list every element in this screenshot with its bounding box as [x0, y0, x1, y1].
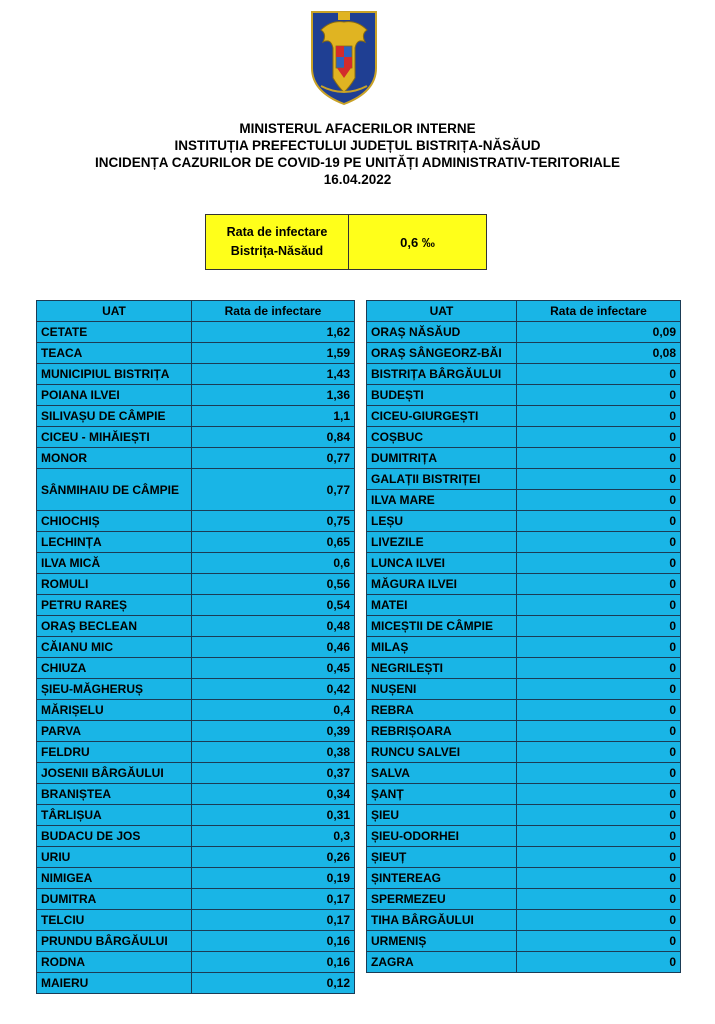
table-row: [37, 658, 355, 679]
table-row: [367, 637, 681, 658]
table-row: [367, 364, 681, 385]
document-header: [0, 120, 715, 188]
table-row: [367, 784, 681, 805]
table-row: [367, 616, 681, 637]
uat-name-cell: ROMULI: [37, 574, 192, 595]
infection-rate-cell: 0,08: [517, 343, 681, 364]
infection-rate-cell: 0: [517, 532, 681, 553]
uat-name-cell: ȘINTEREAG: [367, 868, 517, 889]
table-header-row: [37, 301, 355, 322]
uat-name-cell: ILVA MICĂ: [37, 553, 192, 574]
table-row: [37, 427, 355, 448]
table-row: [37, 343, 355, 364]
infection-rate-cell: 0: [517, 931, 681, 952]
table-row: [367, 574, 681, 595]
uat-name-cell: ZAGRA: [367, 952, 517, 973]
uat-name-cell: MAIERU: [37, 973, 192, 994]
table-row: [37, 763, 355, 784]
infection-rate-cell: 0: [517, 406, 681, 427]
infection-rate-cell: 0: [517, 469, 681, 490]
infection-rate-cell: 0: [517, 952, 681, 973]
infection-rate-cell: 1,43: [192, 364, 355, 385]
uat-name-cell: MONOR: [37, 448, 192, 469]
table-row: [37, 868, 355, 889]
uat-name-cell: MUNICIPIUL BISTRIȚA: [37, 364, 192, 385]
infection-rate-cell: 0,77: [192, 469, 355, 511]
county-rate-value: 0,6 ‰: [400, 234, 435, 250]
uat-name-cell: URIU: [37, 847, 192, 868]
uat-name-cell: CHIUZA: [37, 658, 192, 679]
table-row: [37, 721, 355, 742]
infection-rate-cell: 0: [517, 511, 681, 532]
infection-rate-cell: 0: [517, 700, 681, 721]
table-row: [37, 973, 355, 994]
table-row: [367, 721, 681, 742]
uat-name-cell: RUNCU SALVEI: [367, 742, 517, 763]
infection-rate-cell: 0: [517, 889, 681, 910]
uat-name-cell: COȘBUC: [367, 427, 517, 448]
table-row: [367, 931, 681, 952]
infection-rate-cell: 0,19: [192, 868, 355, 889]
table-row: [37, 847, 355, 868]
infection-rate-cell: 0: [517, 826, 681, 847]
table-row: [37, 784, 355, 805]
report-date: 16.04.2022: [323, 172, 392, 187]
uat-name-cell: SPERMEZEU: [367, 889, 517, 910]
table-row: [367, 595, 681, 616]
infection-rate-cell: 0: [517, 721, 681, 742]
table-row: [367, 511, 681, 532]
table-row: [367, 490, 681, 511]
table-row: [367, 847, 681, 868]
table-row: [37, 385, 355, 406]
table-row: [37, 574, 355, 595]
uat-name-cell: SILIVAȘU DE CÂMPIE: [37, 406, 192, 427]
infection-rate-cell: 0: [517, 742, 681, 763]
infection-rate-cell: 0: [517, 868, 681, 889]
table-row: [37, 448, 355, 469]
uat-name-cell: MILAȘ: [367, 637, 517, 658]
infection-rate-cell: 1,36: [192, 385, 355, 406]
infection-rate-cell: 0,09: [517, 322, 681, 343]
infection-rate-cell: 0,39: [192, 721, 355, 742]
uat-name-cell: MATEI: [367, 595, 517, 616]
infection-rate-cell: 0: [517, 364, 681, 385]
uat-name-cell: ȘIEUȚ: [367, 847, 517, 868]
uat-name-cell: CICEU-GIURGEȘTI: [367, 406, 517, 427]
table-row: [37, 826, 355, 847]
uat-name-cell: FELDRU: [37, 742, 192, 763]
uat-name-cell: ȘIEU-ODORHEI: [367, 826, 517, 847]
uat-name-cell: POIANA ILVEI: [37, 385, 192, 406]
infection-rate-cell: 0,54: [192, 595, 355, 616]
table-row: [367, 532, 681, 553]
table-row: [37, 469, 355, 511]
table-row: [367, 553, 681, 574]
infection-rate-cell: 0: [517, 616, 681, 637]
uat-name-cell: TÂRLIȘUA: [37, 805, 192, 826]
table-row: [367, 805, 681, 826]
infection-rate-cell: 0,3: [192, 826, 355, 847]
infection-rate-cell: 0,26: [192, 847, 355, 868]
county-rate-label-line2: Bistrița-Năsăud: [230, 244, 324, 258]
table-row: [367, 826, 681, 847]
county-rate-label: [206, 215, 349, 269]
infection-rate-cell: 0,17: [192, 910, 355, 931]
table-row: [37, 532, 355, 553]
county-rate-label-line1: Rata de infectare: [226, 225, 328, 239]
table-row: [37, 595, 355, 616]
infection-rate-cell: 0,46: [192, 637, 355, 658]
uat-name-cell: MĂGURA ILVEI: [367, 574, 517, 595]
table-row: [367, 742, 681, 763]
institution-name: INSTITUȚIA PREFECTULUI JUDEȚUL BISTRIȚA-NĂSĂUD: [174, 138, 541, 153]
uat-name-cell: CETATE: [37, 322, 192, 343]
table-row: [37, 700, 355, 721]
infection-rate-cell: 0,16: [192, 931, 355, 952]
uat-name-cell: LUNCA ILVEI: [367, 553, 517, 574]
uat-name-cell: LEȘU: [367, 511, 517, 532]
infection-rate-cell: 0,12: [192, 973, 355, 994]
infection-rate-cell: 0: [517, 784, 681, 805]
table-row: [367, 385, 681, 406]
infection-rate-cell: 0,4: [192, 700, 355, 721]
uat-name-cell: ORAȘ BECLEAN: [37, 616, 192, 637]
infection-rate-cell: 0,17: [192, 889, 355, 910]
infection-rate-cell: 0: [517, 763, 681, 784]
uat-name-cell: REBRIȘOARA: [367, 721, 517, 742]
table-header-row: [367, 301, 681, 322]
uat-name-cell: ȘIEU-MĂGHERUȘ: [37, 679, 192, 700]
table-row: [367, 700, 681, 721]
infection-rate-cell: 0: [517, 805, 681, 826]
infection-rate-cell: 0,37: [192, 763, 355, 784]
uat-name-cell: DUMITRA: [37, 889, 192, 910]
infection-rate-cell: 0: [517, 847, 681, 868]
table-row: [37, 406, 355, 427]
uat-name-cell: ORAȘ SÂNGEORZ-BĂI: [367, 343, 517, 364]
infection-rate-cell: 1,62: [192, 322, 355, 343]
romania-coat-of-arms-icon: [309, 8, 379, 106]
uat-name-cell: NUȘENI: [367, 679, 517, 700]
infection-rate-cell: 0: [517, 553, 681, 574]
uat-name-cell: BRANIȘTEA: [37, 784, 192, 805]
table-row: [37, 952, 355, 973]
uat-name-cell: GALAȚII BISTRIȚEI: [367, 469, 517, 490]
uat-name-cell: JOSENII BÂRGĂULUI: [37, 763, 192, 784]
uat-name-cell: CICEU - MIHĂIEȘTI: [37, 427, 192, 448]
table-row: [37, 805, 355, 826]
infection-rate-cell: 1,59: [192, 343, 355, 364]
county-infection-rate-box: [205, 214, 487, 270]
table-row: [367, 427, 681, 448]
infection-rate-cell: 0,84: [192, 427, 355, 448]
infection-rate-cell: 0: [517, 595, 681, 616]
infection-rate-cell: 0,56: [192, 574, 355, 595]
column-header-rate: Rata de infectare: [517, 301, 681, 322]
column-header-rate: Rata de infectare: [192, 301, 355, 322]
uat-name-cell: PARVA: [37, 721, 192, 742]
table-row: [367, 448, 681, 469]
table-row: [367, 343, 681, 364]
table-row: [367, 469, 681, 490]
uat-name-cell: SALVA: [367, 763, 517, 784]
infection-rate-cell: 0,31: [192, 805, 355, 826]
table-row: [367, 658, 681, 679]
table-row: [367, 322, 681, 343]
infection-rate-cell: 0: [517, 658, 681, 679]
column-header-uat: UAT: [37, 301, 192, 322]
ministry-name: MINISTERUL AFACERILOR INTERNE: [239, 121, 476, 136]
uat-name-cell: ILVA MARE: [367, 490, 517, 511]
uat-rates-table-right: [366, 300, 681, 973]
column-header-uat: UAT: [367, 301, 517, 322]
table-row: [37, 910, 355, 931]
infection-rate-cell: 0,48: [192, 616, 355, 637]
infection-rate-cell: 0: [517, 490, 681, 511]
table-row: [37, 511, 355, 532]
uat-name-cell: CĂIANU MIC: [37, 637, 192, 658]
table-row: [367, 952, 681, 973]
uat-name-cell: DUMITRIȚA: [367, 448, 517, 469]
infection-rate-cell: 0,42: [192, 679, 355, 700]
infection-rate-cell: 1,1: [192, 406, 355, 427]
infection-rate-cell: 0,6: [192, 553, 355, 574]
uat-rates-table-left: [36, 300, 355, 994]
table-row: [37, 553, 355, 574]
uat-name-cell: NEGRILEȘTI: [367, 658, 517, 679]
uat-name-cell: MĂRIȘELU: [37, 700, 192, 721]
uat-name-cell: TIHA BÂRGĂULUI: [367, 910, 517, 931]
table-row: [37, 637, 355, 658]
uat-name-cell: BUDEȘTI: [367, 385, 517, 406]
infection-rate-cell: 0: [517, 679, 681, 700]
uat-name-cell: LIVEZILE: [367, 532, 517, 553]
infection-rate-cell: 0: [517, 910, 681, 931]
uat-name-cell: ȘIEU: [367, 805, 517, 826]
table-row: [367, 406, 681, 427]
infection-rate-cell: 0,34: [192, 784, 355, 805]
infection-rate-cell: 0,45: [192, 658, 355, 679]
infection-rate-cell: 0,77: [192, 448, 355, 469]
uat-name-cell: RODNA: [37, 952, 192, 973]
table-row: [367, 910, 681, 931]
uat-name-cell: BISTRIȚA BÂRGĂULUI: [367, 364, 517, 385]
infection-rate-cell: 0: [517, 574, 681, 595]
infection-rate-cell: 0,75: [192, 511, 355, 532]
infection-rate-cell: 0: [517, 448, 681, 469]
table-row: [367, 889, 681, 910]
table-row: [367, 763, 681, 784]
uat-name-cell: SÂNMIHAIU DE CÂMPIE: [37, 469, 192, 511]
infection-rate-cell: 0: [517, 427, 681, 448]
uat-name-cell: LECHINȚA: [37, 532, 192, 553]
uat-name-cell: NIMIGEA: [37, 868, 192, 889]
uat-name-cell: BUDACU DE JOS: [37, 826, 192, 847]
table-row: [367, 868, 681, 889]
uat-name-cell: TELCIU: [37, 910, 192, 931]
table-row: [37, 679, 355, 700]
report-title: INCIDENȚA CAZURILOR DE COVID-19 PE UNITĂȚI ADMINISTRATIV-TERITORIALE: [94, 155, 620, 170]
uat-name-cell: REBRA: [367, 700, 517, 721]
table-row: [37, 889, 355, 910]
table-row: [37, 364, 355, 385]
table-row: [37, 322, 355, 343]
table-row: [37, 742, 355, 763]
infection-rate-cell: 0,16: [192, 952, 355, 973]
infection-rate-cell: 0: [517, 385, 681, 406]
uat-name-cell: PETRU RAREȘ: [37, 595, 192, 616]
uat-name-cell: CHIOCHIȘ: [37, 511, 192, 532]
uat-name-cell: PRUNDU BÂRGĂULUI: [37, 931, 192, 952]
table-row: [37, 616, 355, 637]
table-row: [367, 679, 681, 700]
table-row: [37, 931, 355, 952]
infection-rate-cell: 0,38: [192, 742, 355, 763]
uat-name-cell: ȘANȚ: [367, 784, 517, 805]
infection-rate-cell: 0,65: [192, 532, 355, 553]
infection-rate-cell: 0: [517, 637, 681, 658]
uat-name-cell: URMENIȘ: [367, 931, 517, 952]
uat-name-cell: MICEȘTII DE CÂMPIE: [367, 616, 517, 637]
uat-name-cell: ORAȘ NĂSĂUD: [367, 322, 517, 343]
uat-name-cell: TEACA: [37, 343, 192, 364]
